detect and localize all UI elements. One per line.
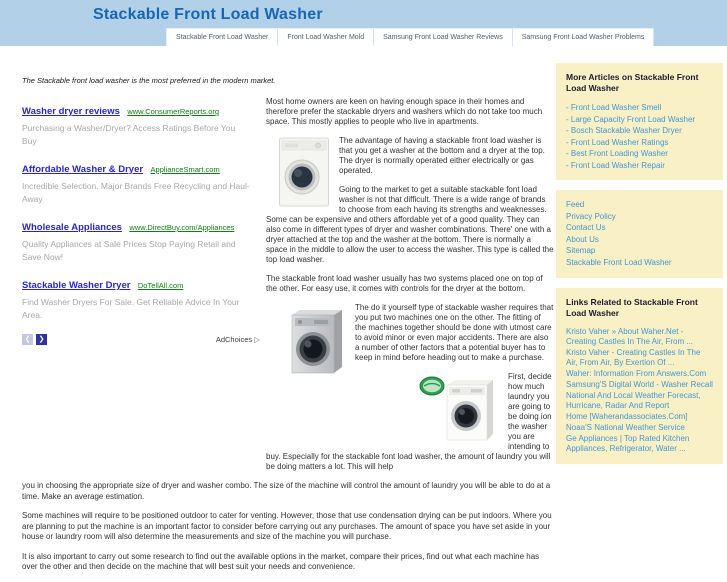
related-link[interactable]: Kristo Vaher - Creating Castles In The Air, From Air, By Exertion Of ... <box>566 348 701 367</box>
article-paragraph: you in choosing the appropriate size of dryer and washer combo. The size of the machine will control the amount of laundry you will be able to do at a time. Make an average estimation. <box>22 481 551 501</box>
sidebar-link-feed[interactable]: Feed <box>566 200 585 209</box>
washer-with-energy-star-badge-photo <box>419 374 499 448</box>
adchoices-label: AdChoices <box>215 335 253 344</box>
sidebar-link-privacy-policy[interactable]: Privacy Policy <box>566 211 616 221</box>
adchoices-link[interactable] <box>216 335 260 344</box>
adchoices-triangle-icon: ▷ <box>254 335 260 344</box>
site-links-box <box>556 190 723 278</box>
sidebar-link-stackable-front-load-washer[interactable]: Stackable Front Load Washer <box>566 257 672 267</box>
ad-description: Purchasing a Washer/Dryer? Access Ratings Before You Buy <box>22 123 236 146</box>
more-articles-box <box>556 63 723 180</box>
related-link[interactable]: Waher: Information From Answers.Com <box>566 369 707 378</box>
prev-ads-button[interactable] <box>22 334 33 345</box>
intro-text: The Stackable front load washer is the most preferred in the modern market. <box>22 76 276 85</box>
ad-description: Quality Appliances at Sale Prices Stop Paying Retail and Save Now! <box>22 239 236 262</box>
article-paragraph: Most home owners are keen on having enough space in their homes and therefore prefer the stackable dryers and washers which do not take too much space. This mostly applies to people who live in apartments. <box>266 97 543 126</box>
sidebar-link-bosch-stackable-washer-dryer[interactable]: - Bosch Stackable Washer Dryer <box>566 126 682 135</box>
article-paragraph: It is also important to carry out some research to find out the available options in the market, compare their prices, find out what each machine has over the other and then decide on the machine that will best suit your needs and convenience. <box>22 551 540 571</box>
silver-front-load-washer-photo <box>284 305 346 377</box>
sidebar-link-front-load-washer-smell[interactable]: - Front Load Washer Smell <box>566 103 662 112</box>
ad-unit <box>22 275 266 322</box>
article-body <box>266 97 554 481</box>
tab-stackable-front-load-washer[interactable]: Stackable Front Load Washer <box>166 28 278 46</box>
ad-title-link[interactable]: Stackable Washer Dryer <box>22 280 131 291</box>
related-link[interactable]: Kristo Vaher » About Waher.Net - Creating Castles In The Air, From ... <box>566 327 694 346</box>
related-link[interactable]: Home [Waherandassociates.Com] <box>566 412 688 421</box>
sidebar-link-front-load-washer-repair[interactable]: - Front Load Washer Repair <box>566 160 665 170</box>
sidebar-link-sitemap[interactable]: Sitemap <box>566 246 596 255</box>
ad-display-url[interactable]: DoTellAll.com <box>137 281 184 290</box>
tab-front-load-washer-mold[interactable]: Front Load Washer Mold <box>278 28 374 46</box>
article-paragraph: Going to the market to get a suitable stackable font load washer is not that difficult. There is a wide range of brands to choose from each having its strengths and weaknesses. Some can be expensive and others affordable yet of a good quality. They can also come in different types of dryer and washer combinations. There' one with a dryer attached at the top and the washer at the bottom. There is normally a space in the middle to allow the user to access the washer. This type is called the top load washer. <box>266 185 554 264</box>
tab-samsung-front-load-washer-reviews[interactable]: Samsung Front Load Washer Reviews <box>374 28 513 46</box>
ad-display-url[interactable]: www.ConsumerReports.org <box>127 107 220 116</box>
ad-description: Find Washer Dryers For Sale. Get Reliable Advice In Your Area. <box>22 297 240 320</box>
ads-pager-row <box>22 334 260 345</box>
related-links-box <box>556 288 723 464</box>
ad-unit <box>22 217 266 264</box>
ad-display-url[interactable]: ApplianceSmart.com <box>150 165 220 174</box>
article-paragraph: First, decide how much laundry you are going to be doing ion the washer you are intending to buy. Especially for the stackable font load washer, the amount of laundry you will be doing matters a lot. This will help <box>266 372 552 471</box>
related-link[interactable]: Samsung'S Digital World - Washer Recall <box>566 380 713 389</box>
tab-samsung-front-load-washer-problems[interactable]: Samsung Front Load Washer Problems <box>513 28 655 46</box>
sidebar-link-best-front-loading-washer[interactable]: - Best Front Loading Washer <box>566 149 668 158</box>
ad-display-url[interactable]: www.DirectBuy.com/Appliances <box>129 223 235 232</box>
related-link[interactable]: National And Local Weather Forecast, Hurricane, Radar And Report <box>566 391 701 410</box>
chevron-right-icon: ❯ <box>38 336 45 343</box>
article-paragraph: Some machines will require to be positioned outdoor to cater for venting. However, those that use condensation drying can be put indoors. Where you are planning to put the machine is an important factor to consider before carrying out any purchases. The amount of space you have set aside in your house or laundry room will also determine the measurements and size of the machine you will purchase. <box>22 511 552 541</box>
tab-bar <box>166 28 654 46</box>
ad-unit <box>22 159 266 206</box>
related-link[interactable]: Noaa'S National Weather Service <box>566 423 685 432</box>
related-links-heading: Links Related to Stackable Front Load Washer <box>566 297 698 318</box>
ad-title-link[interactable]: Washer dryer reviews <box>22 106 120 117</box>
ad-description: Incredible Selection. Major Brands Free Recycling and Haul-Away <box>22 181 250 204</box>
ad-title-link[interactable]: Wholesale Appliances <box>22 222 122 233</box>
article-paragraph: The advantage of having a stackable front load washer is that you get a washer at the bottom and a dryer at the top. The dryer is normally operated either electrically or gas operated. <box>339 136 545 175</box>
sidebar <box>556 63 723 474</box>
sidebar-link-front-load-washer-ratings[interactable]: - Front Load Washer Ratings <box>566 137 669 147</box>
content-columns <box>22 97 554 481</box>
ad-unit <box>22 101 266 148</box>
sidebar-link-contact-us[interactable]: Contact Us <box>566 223 606 232</box>
sidebar-link-about-us[interactable]: About Us <box>566 234 599 244</box>
more-articles-heading: More Articles on Stackable Front Load Washer <box>566 72 699 93</box>
article-paragraph: The stackable front load washer usually has two systems placed one on top of the other. For easy use, it comes with controls for the dryer at the bottom. <box>266 274 543 293</box>
chevron-left-icon: ❮ <box>24 336 31 343</box>
related-link[interactable]: Ge Appliances | Top Rated Kitchen Appliances, Refrigerator, Water ... <box>566 434 690 453</box>
article-paragraph: The do it yourself type of stackable washer requires that you put two machines one on the other. The fitting of the machines together should be done with utmost care to avoid minor or even major accidents. There are also a number of other factors that a potential buyer has to keep in mind before heading out to make a purchase. <box>355 303 554 362</box>
white-front-load-washer-photo <box>278 136 330 208</box>
ads-column <box>22 97 266 481</box>
next-ads-button[interactable] <box>36 334 47 345</box>
page-title[interactable]: Stackable Front Load Washer <box>93 6 323 23</box>
header <box>0 0 727 46</box>
sidebar-link-large-capacity-front-load-washer[interactable]: - Large Capacity Front Load Washer <box>566 114 696 124</box>
ad-title-link[interactable]: Affordable Washer & Dryer <box>22 164 144 175</box>
main-content <box>22 46 554 582</box>
